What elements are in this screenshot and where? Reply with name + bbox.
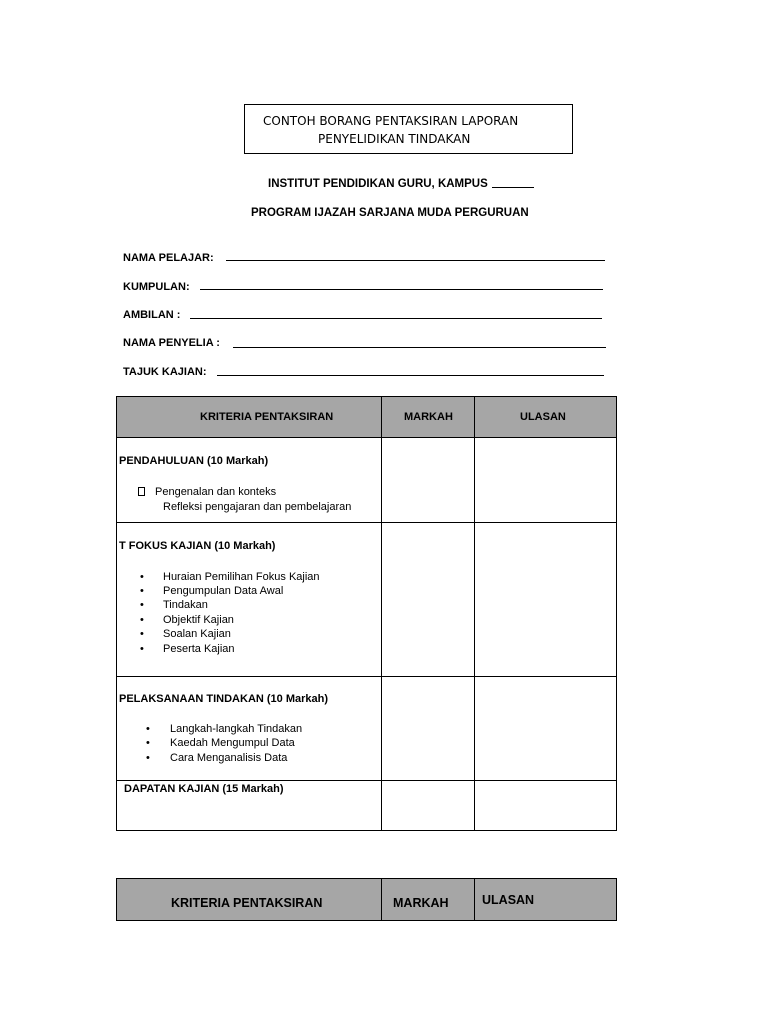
header-markah: MARKAH xyxy=(404,411,453,423)
table2-border-bottom xyxy=(116,920,617,921)
ambilan-label: AMBILAN : xyxy=(123,309,181,321)
list-item: Peserta Kajian xyxy=(163,643,235,655)
section-title-dapatan: DAPATAN KAJIAN (15 Markah) xyxy=(124,783,284,795)
tajuk-kajian-line xyxy=(217,375,604,376)
institute-heading xyxy=(268,178,534,190)
institute-text: INSTITUT PENDIDIKAN GURU, KAMPUS xyxy=(268,178,488,190)
table-row-divider xyxy=(116,676,617,677)
table-row-divider xyxy=(116,780,617,781)
table-column-divider xyxy=(381,396,382,831)
list-item: Soalan Kajian xyxy=(163,628,231,640)
list-item: Objektif Kajian xyxy=(163,614,234,626)
header-kriteria: KRITERIA PENTAKSIRAN xyxy=(200,411,334,423)
table2-header-markah: MARKAH xyxy=(393,896,449,910)
nama-pelajar-line xyxy=(226,260,605,261)
table2-border-left xyxy=(116,878,117,921)
list-item: Langkah-langkah Tindakan xyxy=(170,723,303,735)
table2-column-divider xyxy=(381,878,382,921)
table2-header-ulasan: ULASAN xyxy=(482,893,535,907)
table2-border-right xyxy=(616,878,617,921)
table2-header-kriteria: KRITERIA PENTAKSIRAN xyxy=(171,896,323,910)
campus-blank-line xyxy=(492,187,534,188)
list-item: Cara Menganalisis Data xyxy=(170,752,288,764)
list-item: Tindakan xyxy=(163,599,208,611)
bullet-icon: • xyxy=(146,723,150,735)
table-border-top xyxy=(116,396,617,397)
table-border-bottom xyxy=(116,830,617,831)
bullet-icon: • xyxy=(140,599,144,611)
list-item: Kaedah Mengumpul Data xyxy=(170,737,295,749)
bullet-icon: • xyxy=(146,752,150,764)
kumpulan-line xyxy=(200,289,603,290)
table-header-divider xyxy=(116,437,617,438)
title-box xyxy=(244,104,573,154)
bullet-icon: • xyxy=(146,737,150,749)
form-title-line-2: PENYELIDIKAN TINDAKAN xyxy=(318,132,471,146)
nama-pelajar-label: NAMA PELAJAR: xyxy=(123,252,214,264)
square-bullet-icon xyxy=(138,487,145,496)
program-heading: PROGRAM IJAZAH SARJANA MUDA PERGURUAN xyxy=(251,207,529,219)
table2-column-divider xyxy=(474,878,475,921)
nama-penyelia-label: NAMA PENYELIA : xyxy=(123,337,220,349)
ambilan-line xyxy=(190,318,602,319)
table-row-divider xyxy=(116,522,617,523)
bullet-icon: • xyxy=(140,571,144,583)
kumpulan-label: KUMPULAN: xyxy=(123,281,190,293)
table-border-right xyxy=(616,396,617,831)
table-border-left xyxy=(116,396,117,831)
bullet-icon: • xyxy=(140,628,144,640)
section-title-pelaksanaan: PELAKSANAAN TINDAKAN (10 Markah) xyxy=(119,693,329,705)
list-item: Refleksi pengajaran dan pembelajaran xyxy=(163,501,352,513)
list-item: Huraian Pemilihan Fokus Kajian xyxy=(163,571,320,583)
list-item: Pengumpulan Data Awal xyxy=(163,585,284,597)
section-title-fokus-kajian: T FOKUS KAJIAN (10 Markah) xyxy=(119,540,276,552)
section-title-pendahuluan: PENDAHULUAN (10 Markah) xyxy=(119,455,269,467)
table-column-divider xyxy=(474,396,475,831)
form-title-line-1: CONTOH BORANG PENTAKSIRAN LAPORAN xyxy=(263,114,519,128)
list-item: Pengenalan dan konteks xyxy=(155,486,277,498)
table2-border-top xyxy=(116,878,617,879)
bullet-icon: • xyxy=(140,614,144,626)
tajuk-kajian-label: TAJUK KAJIAN: xyxy=(123,366,207,378)
header-ulasan: ULASAN xyxy=(520,411,566,423)
bullet-icon: • xyxy=(140,585,144,597)
nama-penyelia-line xyxy=(233,347,606,348)
bullet-icon: • xyxy=(140,643,144,655)
